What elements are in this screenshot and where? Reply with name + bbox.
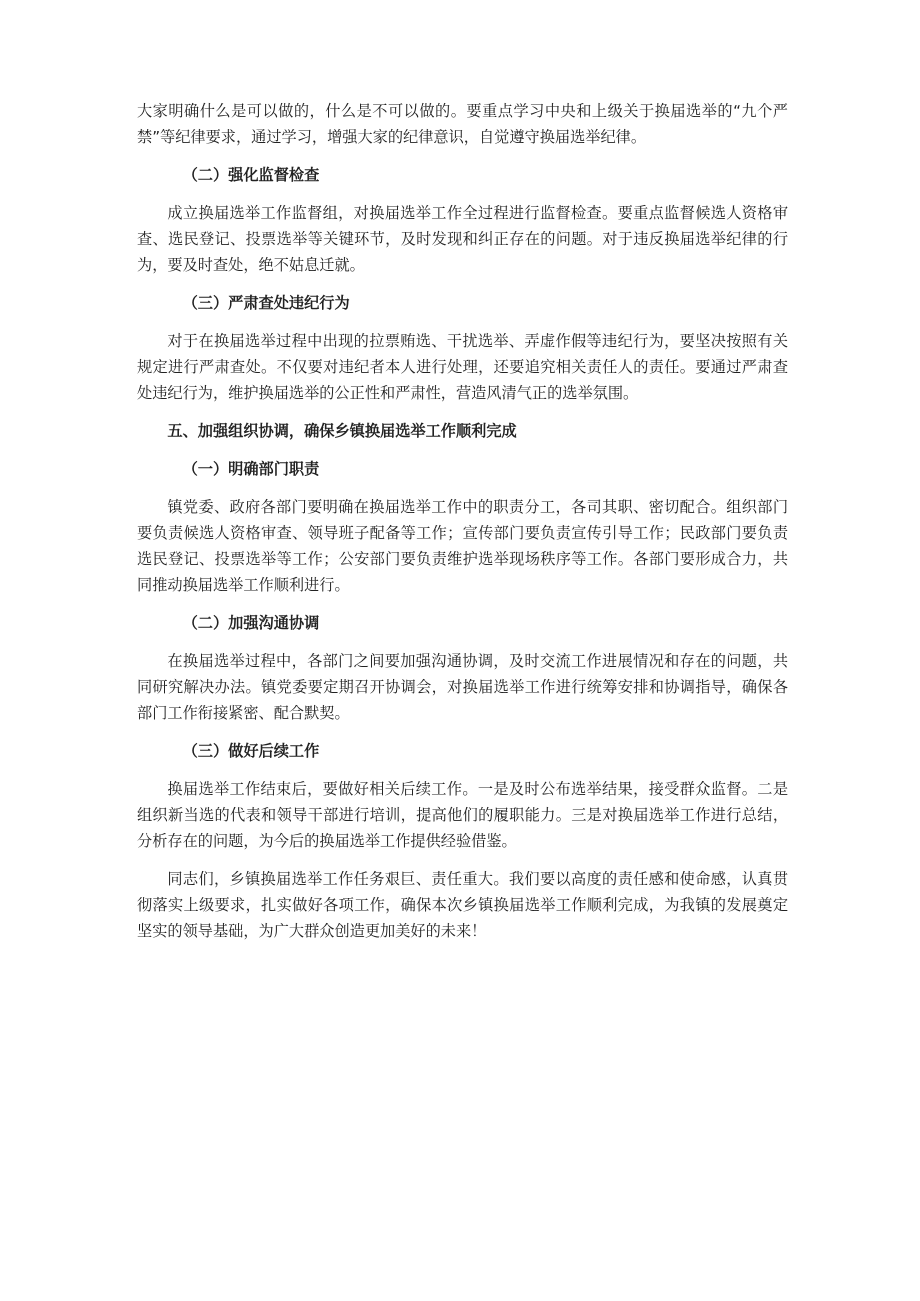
paragraph-violations: 对于在换届选举过程中出现的拉票贿选、干扰选举、弄虚作假等违纪行为，要坚决按照有关规定进行严肃查处。不仅要对违纪者本人进行处理，还要追究相关责任人的责任。要通过严肃查处违纪行为，维护换届选举的公正性和严肃性，营造风清气正的选举氛围。 (137, 332, 788, 402)
section-heading-five: 五、加强组织协调，确保乡镇换届选举工作顺利完成 (167, 422, 517, 440)
subheading-follow-up: （三）做好后续工作 (182, 742, 320, 760)
paragraph-supervision: 成立换届选举工作监督组，对换届选举工作全过程进行监督检查。要重点监督候选人资格审查、选民登记、投票选举等关键环节，及时发现和纠正存在的问题。对于违反换届选举纪律的行为，要及时查处，绝不姑息迁就。 (137, 204, 788, 274)
paragraph-follow-up: 换届选举工作结束后，要做好相关后续工作。一是及时公布选举结果，接受群众监督。二是组织新当选的代表和领导干部进行培训，提高他们的履职能力。三是对换届选举工作进行总结，分析存在的问题，为今后的换届选举工作提供经验借鉴。 (137, 780, 788, 850)
paragraph-department-duties: 镇党委、政府各部门要明确在换届选举工作中的职责分工，各司其职、密切配合。组织部门要负责候选人资格审查、领导班子配备等工作；宣传部门要负责宣传引导工作；民政部门要负责选民登记、投票选举等工作；公安部门要负责维护选举现场秩序等工作。各部门要形成合力，共同推动换届选举工作顺利进行。 (137, 498, 788, 594)
subheading-strengthen-supervision: （二）强化监督检查 (182, 166, 320, 184)
subheading-investigate-violations: （三）严肃查处违纪行为 (182, 294, 350, 312)
document-body (137, 98, 788, 956)
paragraph-closing: 同志们，乡镇换届选举工作任务艰巨、责任重大。我们要以高度的责任感和使命感，认真贯彻落实上级要求，扎实做好各项工作，确保本次乡镇换届选举工作顺利完成，为我镇的发展奠定坚实的领导基础，为广大群众创造更加美好的未来！ (137, 870, 788, 940)
paragraph-communication: 在换届选举过程中，各部门之间要加强沟通协调，及时交流工作进展情况和存在的问题，共同研究解决办法。镇党委要定期召开协调会，对换届选举工作进行统筹安排和协调指导，确保各部门工作衔接紧密、配合默契。 (137, 652, 788, 722)
subheading-department-duties: （一）明确部门职责 (182, 460, 320, 478)
paragraph-continued: 大家明确什么是可以做的，什么是不可以做的。要重点学习中央和上级关于换届选举的“九个严禁”等纪律要求，通过学习，增强大家的纪律意识，自觉遵守换届选举纪律。 (137, 102, 788, 146)
subheading-communication: （二）加强沟通协调 (182, 614, 320, 632)
